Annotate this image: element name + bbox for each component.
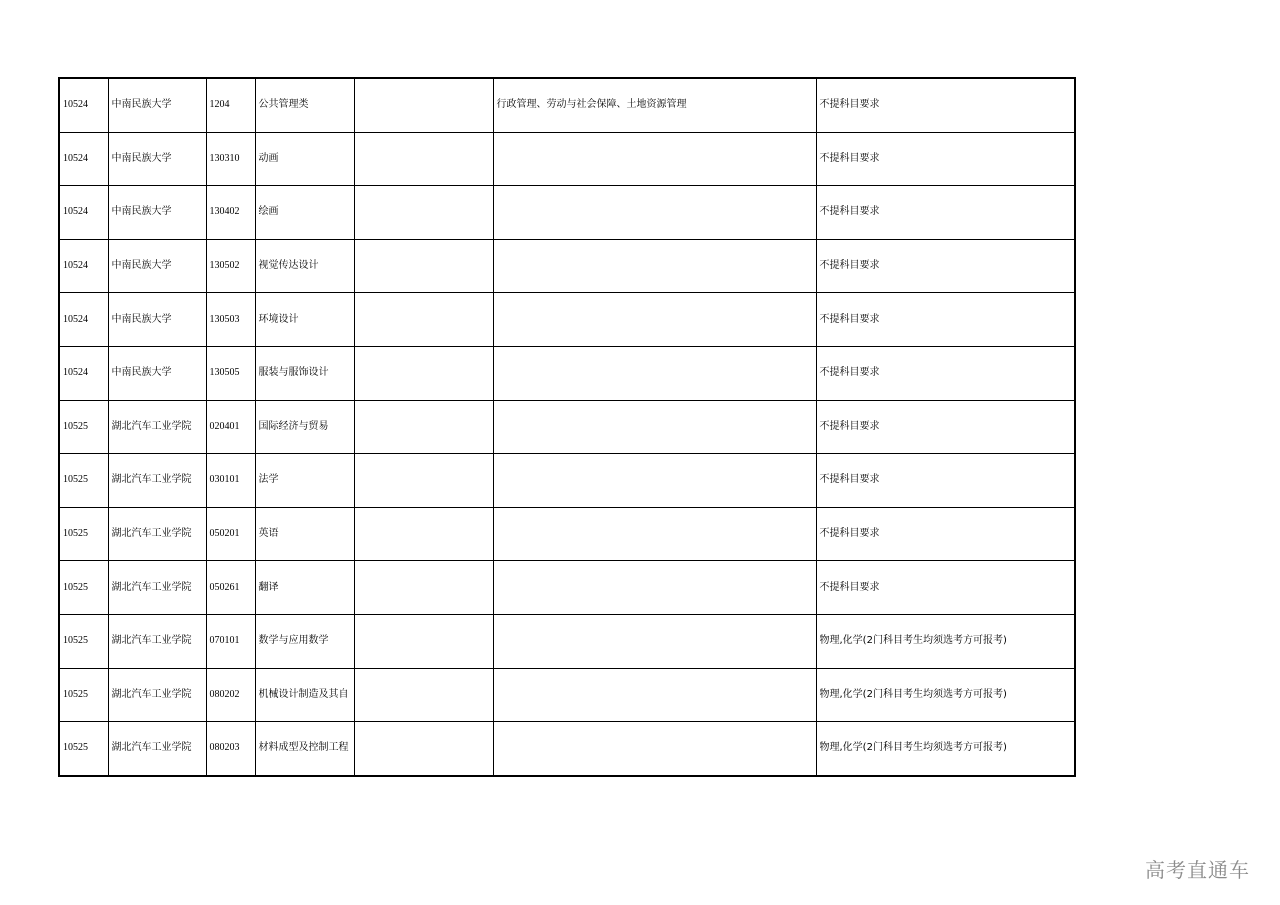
requirement-cell: 不提科目要求 [816,132,1075,186]
note-cell [354,668,493,722]
table-row [59,561,1075,615]
table-row [59,186,1075,240]
table-row [59,454,1075,508]
requirement-cell: 不提科目要求 [816,561,1075,615]
major-code-cell: 080202 [206,668,255,722]
requirement-cell: 不提科目要求 [816,346,1075,400]
major-name-cell: 动画 [255,132,354,186]
note-cell [354,78,493,132]
major-name-cell: 服装与服饰设计 [255,346,354,400]
requirement-cell: 不提科目要求 [816,186,1075,240]
school-name-cell: 中南民族大学 [108,186,206,240]
major-code-cell: 130503 [206,293,255,347]
note-cell [354,293,493,347]
table-row [59,293,1075,347]
school-code-cell: 10524 [59,132,108,186]
school-code-cell: 10524 [59,293,108,347]
sub-majors-cell: 行政管理、劳动与社会保障、土地资源管理 [493,78,816,132]
table-row [59,614,1075,668]
major-name-cell: 视觉传达设计 [255,239,354,293]
requirement-cell: 物理,化学(2门科目考生均须选考方可报考) [816,614,1075,668]
requirement-cell: 不提科目要求 [816,239,1075,293]
major-code-cell: 020401 [206,400,255,454]
table-row [59,132,1075,186]
major-code-cell: 080203 [206,722,255,776]
school-code-cell: 10525 [59,614,108,668]
sub-majors-cell [493,132,816,186]
note-cell [354,400,493,454]
school-name-cell: 湖北汽车工业学院 [108,668,206,722]
requirement-cell: 不提科目要求 [816,400,1075,454]
major-name-cell: 法学 [255,454,354,508]
school-code-cell: 10525 [59,668,108,722]
school-code-cell: 10524 [59,239,108,293]
school-code-cell: 10525 [59,400,108,454]
note-cell [354,239,493,293]
major-name-cell: 国际经济与贸易 [255,400,354,454]
requirement-cell: 不提科目要求 [816,454,1075,508]
school-name-cell: 湖北汽车工业学院 [108,454,206,508]
note-cell [354,561,493,615]
table-row [59,722,1075,776]
school-name-cell: 中南民族大学 [108,132,206,186]
sub-majors-cell [493,722,816,776]
school-name-cell: 中南民族大学 [108,346,206,400]
sub-majors-cell [493,561,816,615]
major-code-cell: 130402 [206,186,255,240]
sub-majors-cell [493,239,816,293]
major-name-cell: 数学与应用数学 [255,614,354,668]
sub-majors-cell [493,507,816,561]
major-name-cell: 材料成型及控制工程 [255,722,354,776]
sub-majors-cell [493,346,816,400]
requirement-cell: 不提科目要求 [816,507,1075,561]
watermark: 高考直通车 [1145,858,1250,882]
major-code-cell: 1204 [206,78,255,132]
sub-majors-cell [493,614,816,668]
major-name-cell: 英语 [255,507,354,561]
note-cell [354,722,493,776]
sub-majors-cell [493,400,816,454]
school-name-cell: 湖北汽车工业学院 [108,722,206,776]
requirement-cell: 物理,化学(2门科目考生均须选考方可报考) [816,668,1075,722]
note-cell [354,454,493,508]
major-code-cell: 130310 [206,132,255,186]
major-name-cell: 环境设计 [255,293,354,347]
sub-majors-cell [493,186,816,240]
school-name-cell: 中南民族大学 [108,293,206,347]
major-code-cell: 050201 [206,507,255,561]
school-name-cell: 湖北汽车工业学院 [108,507,206,561]
major-name-cell: 公共管理类 [255,78,354,132]
major-code-cell: 050261 [206,561,255,615]
major-name-cell: 绘画 [255,186,354,240]
table-row [59,78,1075,132]
major-name-cell: 翻译 [255,561,354,615]
school-code-cell: 10525 [59,507,108,561]
major-code-cell: 130502 [206,239,255,293]
school-code-cell: 10524 [59,186,108,240]
note-cell [354,614,493,668]
major-code-cell: 070101 [206,614,255,668]
sub-majors-cell [493,293,816,347]
school-code-cell: 10525 [59,454,108,508]
school-name-cell: 中南民族大学 [108,239,206,293]
note-cell [354,507,493,561]
table-row [59,400,1075,454]
requirement-cell: 不提科目要求 [816,78,1075,132]
table-body [59,78,1075,776]
table-row [59,668,1075,722]
table-row [59,507,1075,561]
note-cell [354,346,493,400]
school-name-cell: 湖北汽车工业学院 [108,400,206,454]
major-requirements-table [58,77,1076,777]
major-code-cell: 030101 [206,454,255,508]
note-cell [354,186,493,240]
major-code-cell: 130505 [206,346,255,400]
table-row [59,239,1075,293]
school-code-cell: 10525 [59,722,108,776]
school-code-cell: 10524 [59,346,108,400]
major-name-cell: 机械设计制造及其自 [255,668,354,722]
school-name-cell: 湖北汽车工业学院 [108,561,206,615]
school-name-cell: 中南民族大学 [108,78,206,132]
table-row [59,346,1075,400]
note-cell [354,132,493,186]
requirement-cell: 物理,化学(2门科目考生均须选考方可报考) [816,722,1075,776]
sub-majors-cell [493,668,816,722]
requirement-cell: 不提科目要求 [816,293,1075,347]
sub-majors-cell [493,454,816,508]
school-code-cell: 10524 [59,78,108,132]
school-code-cell: 10525 [59,561,108,615]
school-name-cell: 湖北汽车工业学院 [108,614,206,668]
